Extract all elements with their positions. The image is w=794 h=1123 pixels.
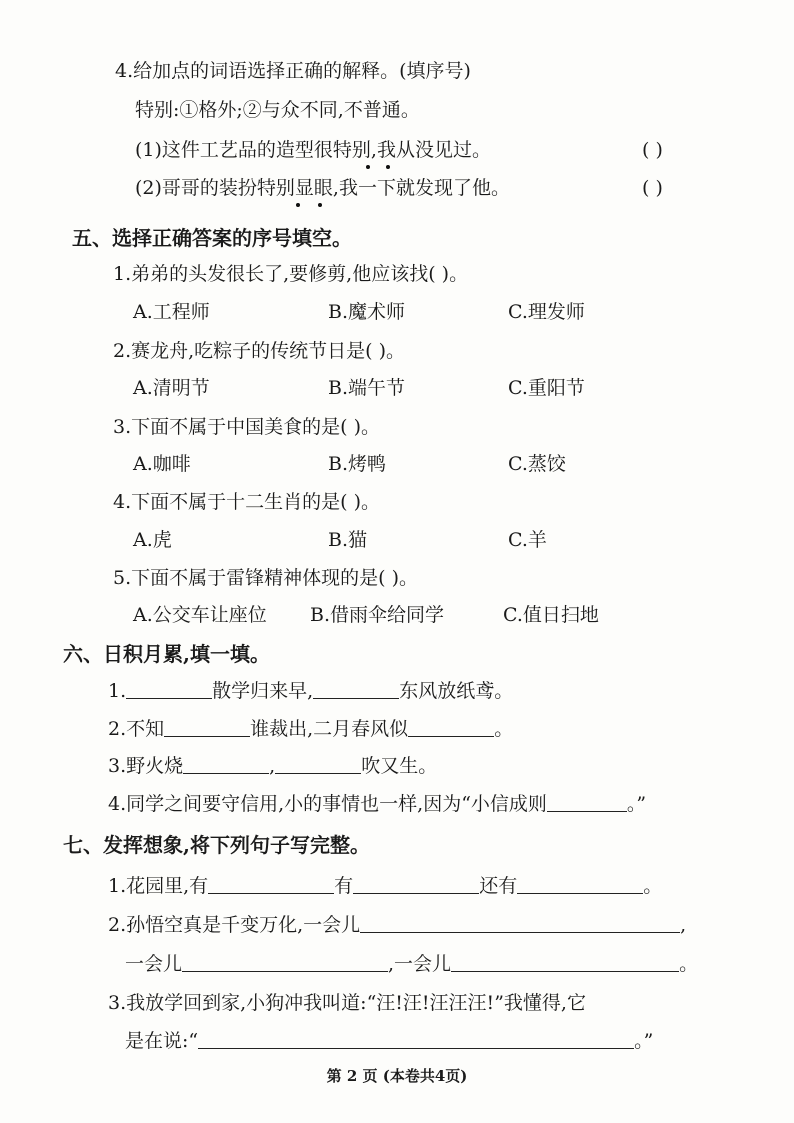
sec5-q3-option-a: A.咖啡 — [133, 453, 191, 475]
q4-title: 4.给加点的词语选择正确的解释。(填序号) — [115, 60, 471, 82]
sec6-line2-text3: 。 — [494, 718, 514, 740]
sec6-line3-text2: 吹又生。 — [361, 755, 438, 777]
sec5-q2-option-b: B.端午节 — [328, 377, 406, 399]
sec7-line2b-end: 。 — [679, 953, 699, 975]
answer-blank[interactable] — [183, 755, 269, 774]
sec5-q4: 4.下面不属于十二生肖的是( )。 — [113, 491, 380, 513]
sec5-q3-option-c: C.蒸饺 — [508, 453, 566, 475]
sec7-line2b — [125, 951, 698, 977]
answer-blank[interactable] — [208, 875, 334, 894]
sec6-line3-comma: , — [269, 755, 276, 777]
sec6-line2 — [108, 716, 513, 742]
page-footer: 第 2 页 (本卷共4页) — [326, 1067, 468, 1085]
sec5-q5: 5.下面不属于雷锋精神体现的是( )。 — [113, 567, 418, 589]
sec6-line4-text2: 。” — [626, 793, 647, 815]
sec5-q2-option-a: A.清明节 — [133, 377, 210, 399]
sec7-line2-text1: 2.孙悟空真是千变万化,一会儿 — [108, 914, 361, 936]
sec6-line2-text1: 2.不知 — [108, 718, 165, 740]
sec5-q4-option-b: B.猫 — [328, 529, 368, 551]
q4-meaning: 特别:①格外;②与众不同,不普通。 — [135, 99, 420, 121]
sec6-line1-num: 1. — [108, 680, 127, 702]
answer-blank[interactable] — [353, 875, 479, 894]
sec5-q5-option-c: C.值日扫地 — [503, 604, 599, 626]
sec6-line3-text1: 3.野火烧 — [108, 755, 184, 777]
section6-title: 六、日积月累,填一填。 — [63, 642, 270, 666]
sec6-line1 — [108, 678, 513, 704]
answer-blank[interactable] — [313, 680, 399, 699]
q4-item2: (2)哥哥的装扮特别显眼,我一下就发现了他。 — [135, 177, 510, 199]
answer-blank[interactable] — [408, 718, 494, 737]
section7-title: 七、发挥想象,将下列句子写完整。 — [63, 833, 370, 857]
sec5-q1: 1.弟弟的头发很长了,要修剪,他应该找( )。 — [113, 263, 469, 285]
sec7-line3b — [125, 1028, 653, 1054]
sec6-line1-text2: 东风放纸鸢。 — [399, 680, 514, 702]
sec7-line3b-text1: 是在说:“ — [125, 1030, 199, 1052]
sec6-line4-text1: 4.同学之间要守信用,小的事情也一样,因为“小信成则 — [108, 793, 547, 815]
sec5-q1-option-b: B.魔术师 — [328, 301, 406, 323]
sec5-q2: 2.赛龙舟,吃粽子的传统节日是( )。 — [113, 340, 406, 362]
answer-blank[interactable] — [517, 875, 643, 894]
sec6-line1-text1: 散学归来早, — [212, 680, 314, 702]
sec7-line2b-text2: ,一会儿 — [388, 953, 452, 975]
sec5-q1-option-a: A.工程师 — [133, 301, 210, 323]
answer-blank[interactable] — [547, 793, 627, 812]
emphasis-dot — [318, 203, 322, 207]
answer-blank[interactable] — [360, 914, 680, 933]
sec5-q4-option-a: A.虎 — [133, 529, 172, 551]
sec5-q2-option-c: C.重阳节 — [508, 377, 585, 399]
sec5-q4-option-c: C.羊 — [508, 529, 547, 551]
sec5-q5-option-b: B.借雨伞给同学 — [310, 604, 445, 626]
q4-item1: (1)这件工艺品的造型很特别,我从没见过。 — [135, 139, 491, 161]
answer-blank[interactable] — [275, 755, 361, 774]
sec7-line1-text1: 1.花园里,有 — [108, 875, 209, 897]
sec7-line1 — [108, 873, 662, 899]
sec7-line1-text2: 有 — [334, 875, 354, 897]
sec6-line4 — [108, 791, 646, 817]
q4-item2-answer-paren[interactable]: ( ) — [642, 177, 663, 199]
sec7-line2b-text1: 一会儿 — [125, 953, 183, 975]
sec5-q1-option-c: C.理发师 — [508, 301, 585, 323]
sec5-q3-option-b: B.烤鸭 — [328, 453, 387, 475]
sec7-line2 — [108, 912, 686, 938]
emphasis-dot — [366, 165, 370, 169]
sec7-line2-comma: , — [680, 914, 687, 936]
answer-blank[interactable] — [198, 1030, 634, 1049]
answer-blank[interactable] — [126, 680, 212, 699]
q4-item1-answer-paren[interactable]: ( ) — [642, 139, 663, 161]
sec7-line1-end: 。 — [643, 875, 663, 897]
answer-blank[interactable] — [164, 718, 250, 737]
sec5-q3: 3.下面不属于中国美食的是( )。 — [113, 416, 380, 438]
sec7-line1-text3: 还有 — [479, 875, 518, 897]
sec6-line3 — [108, 753, 437, 779]
section5-title: 五、选择正确答案的序号填空。 — [72, 226, 352, 250]
answer-blank[interactable] — [451, 953, 679, 972]
sec7-line3: 3.我放学回到家,小狗冲我叫道:“汪!汪!汪汪汪!”我懂得,它 — [108, 992, 586, 1014]
sec7-line3b-end: 。” — [634, 1030, 654, 1052]
emphasis-dot — [296, 203, 300, 207]
sec6-line2-text2: 谁裁出,二月春风似 — [250, 718, 409, 740]
emphasis-dot — [386, 165, 390, 169]
sec5-q5-option-a: A.公交车让座位 — [133, 604, 267, 626]
answer-blank[interactable] — [182, 953, 388, 972]
